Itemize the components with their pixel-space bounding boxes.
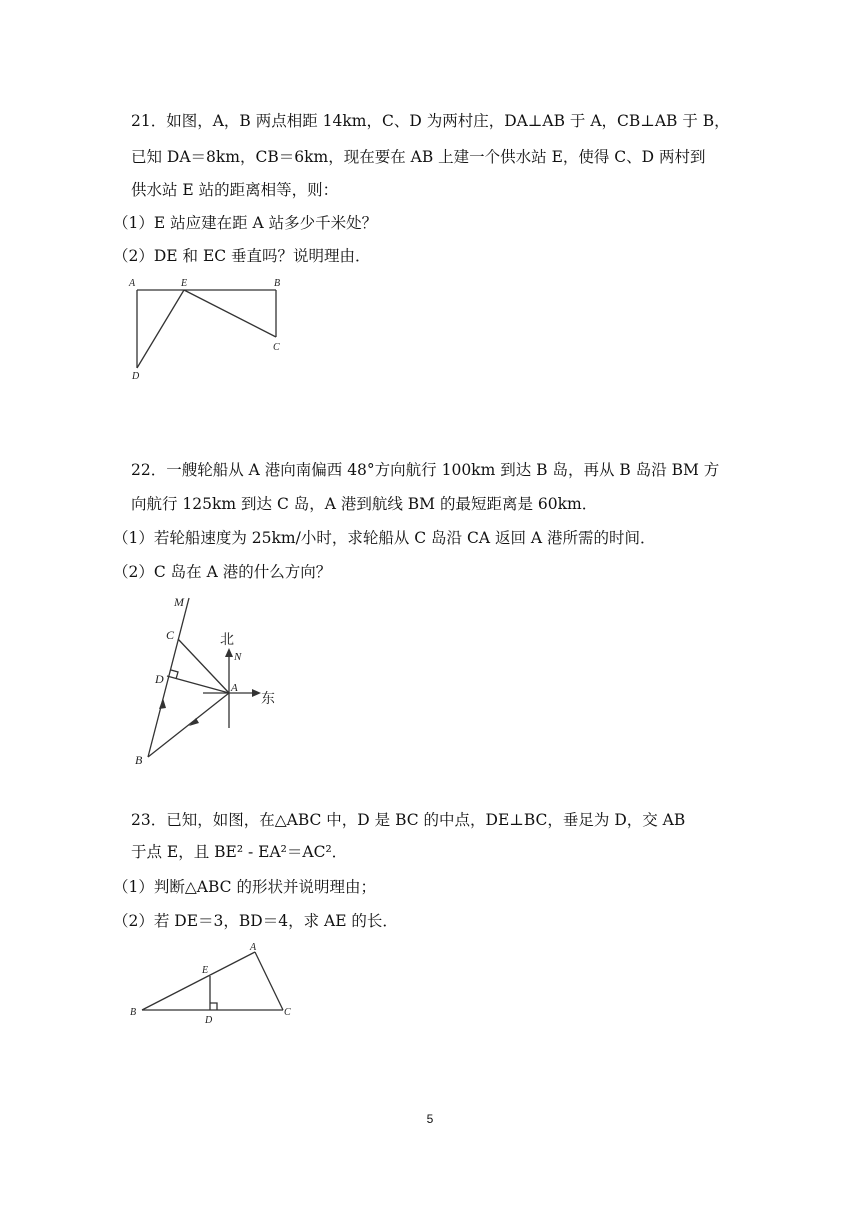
q23-part-1: （1）判断△ABC 的形状并说明理由； bbox=[113, 878, 376, 896]
q21-label-d: D bbox=[132, 371, 140, 382]
q21-label-b: B bbox=[274, 278, 281, 289]
q22-segment-ba bbox=[148, 693, 229, 757]
q22-part-1: （1）若轮船速度为 25km/小时，求轮船从 C 岛沿 CA 返回 A 港所需的时间． bbox=[113, 529, 656, 547]
q23-label-d: D bbox=[205, 1015, 213, 1026]
q23-label-c: C bbox=[284, 1007, 291, 1018]
q21-line-1: 21．如图，A，B 两点相距 14km，C、D 为两村庄，DA⊥AB 于 A，CB⊥AB 于 B， bbox=[131, 112, 730, 130]
q22-label-b: B bbox=[135, 753, 143, 767]
q22-arrow-on-bm bbox=[159, 698, 166, 709]
q22-label-n: N bbox=[234, 651, 242, 663]
q22-part-2: （2）C 岛在 A 港的什么方向？ bbox=[113, 563, 332, 581]
q23-line-1: 23．已知，如图，在△ABC 中，D 是 BC 的中点，DE⊥BC，垂足为 D，交 AB bbox=[131, 811, 686, 829]
q21-label-a: A bbox=[129, 278, 136, 289]
q22-label-a: A bbox=[231, 682, 238, 694]
q22-north-arrowhead bbox=[225, 648, 233, 657]
q21-part-1: （1）E 站应建在距 A 站多少千米处？ bbox=[113, 214, 378, 232]
q22-line-1: 22．一艘轮船从 A 港向南偏西 48°方向航行 100km 到达 B 岛，再从 B 岛沿 BM 方 bbox=[131, 461, 720, 479]
q23-segment-ba bbox=[142, 952, 255, 1010]
q23-segment-ac bbox=[255, 952, 283, 1010]
q21-line-3: 供水站 E 站的距离相等，则： bbox=[131, 181, 339, 199]
q21-segment-de bbox=[137, 290, 184, 368]
q21-figure bbox=[120, 270, 300, 385]
q21-part-2: （2）DE 和 EC 垂直吗？说明理由． bbox=[113, 247, 371, 265]
q22-arrow-on-ab bbox=[189, 718, 199, 726]
q23-label-b: B bbox=[130, 1007, 137, 1018]
q22-figure bbox=[120, 590, 290, 770]
q21-label-c: C bbox=[273, 342, 280, 353]
q23-part-2: （2）若 DE＝3，BD＝4，求 AE 的长． bbox=[113, 912, 398, 930]
q23-label-e: E bbox=[202, 965, 209, 976]
q22-label-north: 北 bbox=[220, 632, 234, 648]
q22-label-east: 东 bbox=[261, 691, 275, 707]
q22-east-arrowhead bbox=[252, 689, 261, 697]
q22-label-m: M bbox=[174, 595, 184, 609]
q23-figure bbox=[120, 935, 310, 1030]
q21-segment-ec bbox=[184, 290, 276, 337]
q23-label-a: A bbox=[250, 942, 257, 953]
q22-label-d: D bbox=[155, 672, 164, 686]
q22-line-2: 向航行 125km 到达 C 岛，A 港到航线 BM 的最短距离是 60km． bbox=[131, 495, 598, 513]
q23-line-2: 于点 E，且 BE² - EA²＝AC²． bbox=[131, 843, 348, 861]
page-number: 5 bbox=[426, 1112, 434, 1126]
q21-label-e: E bbox=[181, 278, 188, 289]
q21-line-2: 已知 DA＝8km，CB＝6km，现在要在 AB 上建一个供水站 E，使得 C、D 两村到 bbox=[131, 148, 706, 166]
q22-label-c: C bbox=[166, 628, 175, 642]
q23-right-angle-mark bbox=[210, 1003, 217, 1010]
